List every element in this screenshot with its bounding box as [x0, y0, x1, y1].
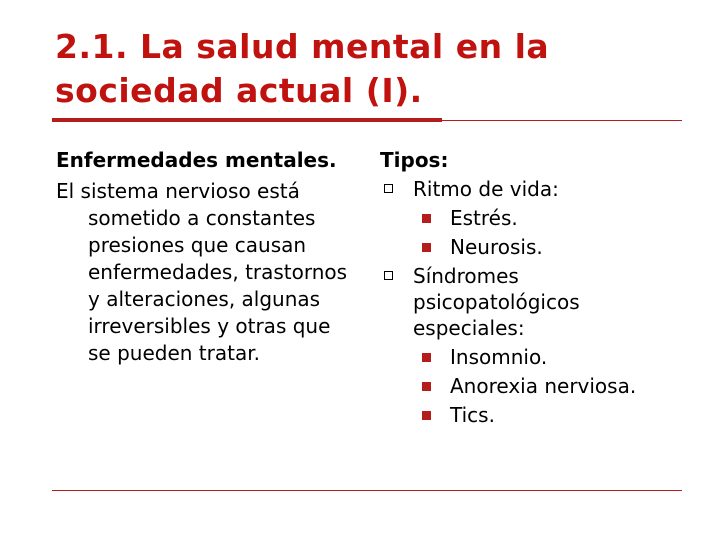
list-item-label: Tics. — [450, 403, 495, 427]
hollow-square-bullet-icon — [384, 184, 393, 193]
list-item-label: Ritmo de vida: — [413, 177, 559, 201]
right-column — [380, 147, 670, 428]
filled-square-bullet-icon — [422, 411, 431, 420]
top-rule-accent — [52, 118, 442, 122]
list-item — [380, 373, 670, 399]
list-item — [380, 344, 670, 370]
list-item — [380, 263, 670, 341]
left-column — [56, 147, 356, 367]
list-item — [380, 234, 670, 260]
hollow-square-bullet-icon — [384, 271, 393, 280]
list-item-label: Estrés. — [450, 206, 518, 230]
left-heading: Enfermedades mentales. — [56, 148, 337, 172]
list-item-label: Anorexia nerviosa. — [450, 374, 637, 398]
left-body-text: El sistema nervioso está sometido a constantes presiones que causan enfermedades, trastornos y alteraciones, algunas irreversibles y otras que se pueden tratar. — [56, 179, 348, 365]
bottom-rule — [52, 490, 682, 491]
filled-square-bullet-icon — [422, 243, 431, 252]
filled-square-bullet-icon — [422, 214, 431, 223]
filled-square-bullet-icon — [422, 353, 431, 362]
list-item — [380, 205, 670, 231]
right-heading: Tipos: — [380, 148, 449, 172]
list-item-label: Insomnio. — [450, 345, 548, 369]
list-item — [380, 402, 670, 428]
filled-square-bullet-icon — [422, 382, 431, 391]
list-item-label: Neurosis. — [450, 235, 543, 259]
slide-title: 2.1. La salud mental en la sociedad actual (I). — [55, 27, 550, 110]
list-item — [380, 176, 670, 202]
list-item-label: Síndromes psicopatológicos especiales: — [413, 264, 580, 340]
